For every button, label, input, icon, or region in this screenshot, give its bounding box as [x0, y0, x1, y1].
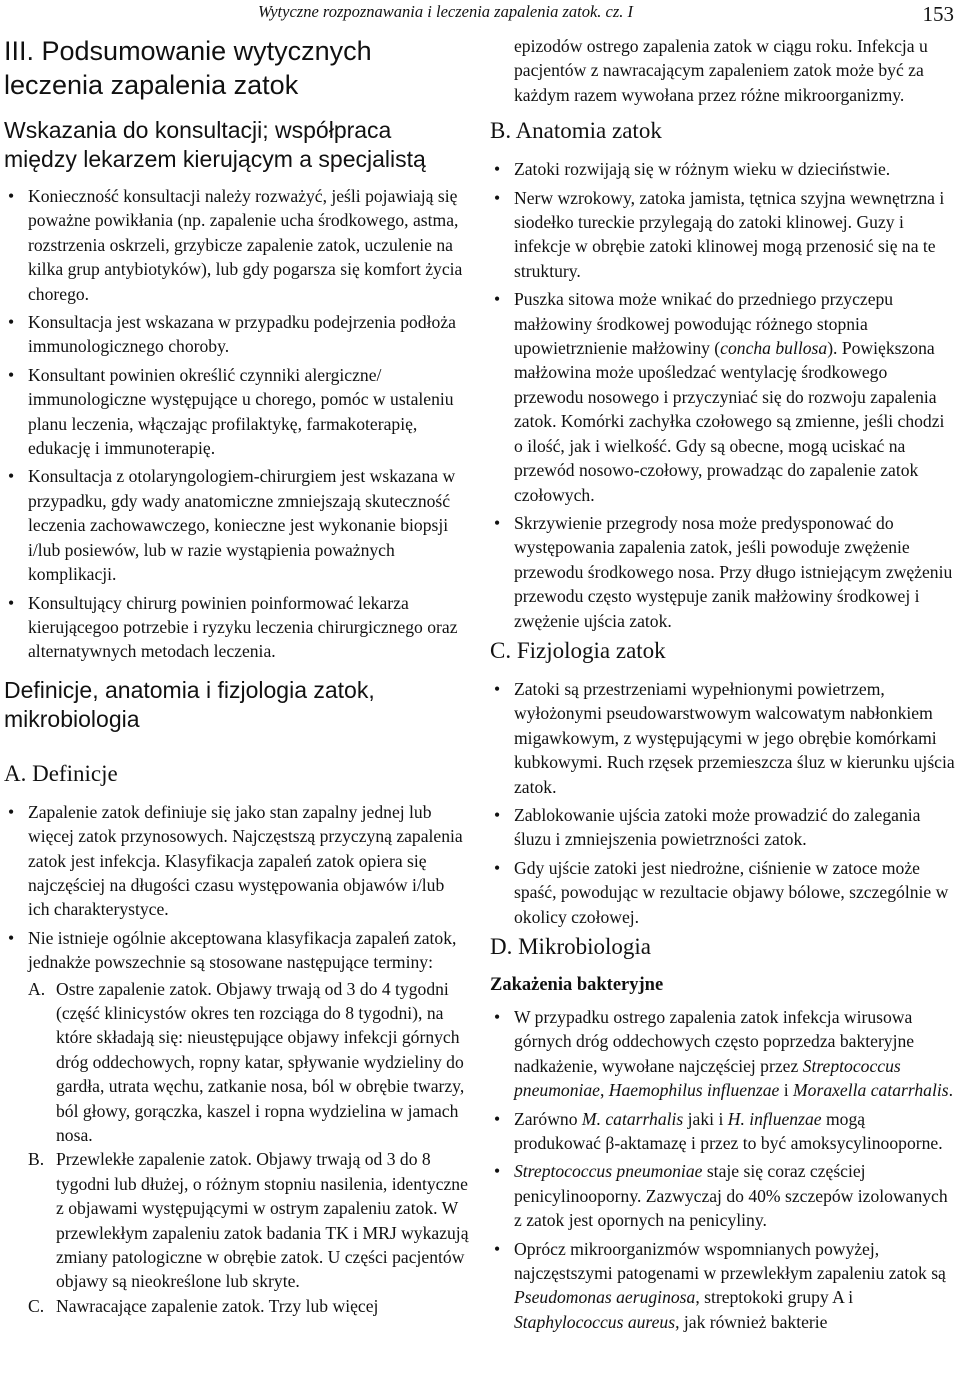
list-item: • Zablokowanie ujścia zatoki może prowadzić do zalegania śluzu i zmniejszenia powietrzności zatok.: [490, 803, 956, 852]
species-name: H. influenzae: [727, 1108, 822, 1129]
text-run: staje się coraz częściej penicylinooporny. Zazwyczaj do 40% szczepów izolowanych z zatok jest opornych na penicyliny.: [514, 1161, 948, 1231]
list-item: • Konsultant powinien określić czynniki alergiczne/ immunologiczne występujące u chorego, pomóc w ustaleniu planu leczenia, włączając profilaktykę, farmakoterapię, edukację i immunoterapię.: [4, 363, 470, 461]
list-item: • Konsultacja jest wskazana w przypadku podejrzenia podłoża immunologicznego choroby.: [4, 310, 470, 359]
term-text: Ostre zapalenie zatok. Objawy trwają od 3 do 4 tygodni (część klinicystów okres ten rozciąga do 8 tygodni), na które składają się: nieustępujące objawy infekcji górnych dróg oddechowych, ropny katar, spływanie wydzieliny do gardła, utrata węchu, zatkanie nosa, ból w obrębie twarzy, ból głowy, gorączka, kaszel i ropna wydzielina w jamach nosa.: [56, 978, 465, 1145]
list-item: [4, 926, 470, 1319]
term-text: Nawracające zapalenie zatok. Trzy lub więcej: [56, 1295, 379, 1316]
list-item: [490, 1107, 956, 1156]
list-item-text: Nie istnieje ogólnie akceptowana klasyfikacja zapaleń zatok, jednakże powszechnie są stosowane następujące terminy:: [28, 927, 457, 973]
list-item: • Zatoki są przestrzeniami wypełnionymi powietrzem, wyłożonymi pseudowarstwowym walcowatym nabłonkiem migawkowym, z występującymi w jego obrębie komórkami kubkowymi. Ruch rzęsek przemieszcza śluz w kierunku ujścia zatok.: [490, 677, 956, 799]
term-letter: B.: [28, 1149, 45, 1170]
section-d-heading: D. Mikrobiologia: [490, 934, 651, 959]
term-text: Przewlekłe zapalenie zatok. Objawy trwają od 3 do 8 tygodni lub dłużej, o różnym stopniu nasilenia, identyczne z objawami występującymi w ostrym zapaleniu zatok. W przewlekłym zapaleniu zatok badania TK i MRJ wykazują zmiany patologiczne w obrębie zatok. U części pacjentów objawy są nieokreślone lub skryte.: [56, 1149, 469, 1292]
list-item: • Zatoki rozwijają się w różnym wieku w dzieciństwie.: [490, 157, 956, 181]
consultation-list: [4, 184, 470, 664]
list-item: • Skrzywienie przegrody nosa może predysponować do występowania zapalenia zatok, jeśli powoduje zwężenie przewodu środkowego nosa. Przy długo istniejącym zwężeniu przewodu często występuje zanik małżowiny środkowej i zwężenie ujścia zatok.: [490, 511, 956, 633]
text-run: Zarówno: [514, 1108, 582, 1129]
physiology-list: [490, 677, 956, 929]
part-title: III. Podsumowanie wytycznych leczenia zapalenia zatok: [4, 36, 372, 100]
list-item: • Konsultujący chirurg powinien poinformować lekarza kierującegoo potrzebie i ryzyku leczenia chirurgicznego oraz alternatywnych metodach leczenia.: [4, 591, 470, 664]
term-letter: A.: [28, 978, 46, 999]
term-letter: C.: [28, 1295, 45, 1316]
definitions-list: [4, 800, 470, 1319]
continuation-paragraph: epizodów ostrego zapalenia zatok w ciągu roku. Infekcja u pacjentów z nawracającym zapaleniem zatok może być za każdym razem wywołana przez różne mikroorganizmy.: [514, 36, 928, 105]
term-item: [28, 977, 470, 1148]
text-run: Oprócz mikroorganizmów wspomnianych powyżej, najczęstszymi patogenami w przewlekłym zapaleniu zatok są: [514, 1238, 946, 1284]
section-a-heading: A. Definicje: [4, 760, 118, 786]
microbiology-list: [490, 1005, 956, 1334]
species-name: Streptococcus pneumoniae: [514, 1161, 703, 1182]
right-column: [490, 34, 956, 1338]
text-run: .: [948, 1080, 954, 1101]
running-header: Wytyczne rozpoznawania i leczenia zapalenia zatok. cz. I: [258, 2, 634, 21]
text-run: ,: [600, 1080, 609, 1101]
text-run: i: [779, 1080, 794, 1101]
species-name: Moraxella catarrhalis: [793, 1080, 949, 1101]
species-name: Pseudomonas aeruginosa: [514, 1287, 696, 1308]
list-item: • Konieczność konsultacji należy rozważyć, jeśli pojawiają się poważne powikłania (np. zapalenie ucha środkowego, astma, rozstrzenia oskrzeli, grzybicze zapalenie zatok, uczulenie na kilka grup antybiotyków), lub gdy pogarsza się komfort życia chorego.: [4, 184, 470, 306]
latin-term: concha bullosa: [720, 338, 828, 359]
text-run: , jak również bakterie: [675, 1311, 828, 1332]
list-item: • Zapalenie zatok definiuje się jako stan zapalny jednej lub więcej zatok przynosowych. Najczęstszą przyczyną zapalenia zatok jest infekcja. Klasyfikacja zapaleń zatok opiera się najczęściej na długości czasu występowania objawów i/lub ich charakterystyce.: [4, 800, 470, 922]
term-item: [28, 1147, 470, 1293]
text-run: jaki i: [683, 1108, 728, 1129]
list-item: [490, 287, 956, 507]
text-run: Puszka sitowa może wnikać do przedniego przyczepu małżowiny środkowej powodując różnego stopnia upowietrznienie małżowiny (: [514, 289, 894, 359]
definitions-heading: Definicje, anatomia i fizjologia zatok, mikrobiologia: [4, 676, 375, 732]
text-run: W przypadku ostrego zapalenia zatok infekcja wirusowa górnych dróg oddechowych często poprzedza bakteryjne nadkażenie, wywołane najczęściej przez: [514, 1007, 915, 1076]
species-name: M. catarrhalis: [581, 1108, 684, 1129]
section-c-heading: C. Fizjologia zatok: [490, 637, 666, 663]
left-column: [4, 34, 470, 1322]
species-name: Staphylococcus aureus: [514, 1311, 676, 1332]
text-run: mogą produkować β-aktamazę i przez to być amoksycylinooporne.: [514, 1108, 943, 1154]
consultation-heading: Wskazania do konsultacji; współpraca między lekarzem kierującym a specjalistą: [4, 117, 426, 172]
section-b-heading: B. Anatomia zatok: [490, 118, 662, 144]
list-item: • Konsultacja z otolaryngologiem-chirurgiem jest wskazana w przypadku, gdy wady anatomiczne zmniejszają skuteczność leczenia zachowawczego, konieczne jest wykonanie biopsji i/lub posiewów, lub w razie wystąpienia poważnych komplikacji.: [4, 464, 470, 586]
anatomy-list: [490, 157, 956, 633]
list-item: [490, 1159, 956, 1232]
terms-list: [28, 977, 470, 1319]
species-name: Streptococcus pneumoniae: [514, 1055, 901, 1101]
page-number: 153: [922, 2, 954, 26]
species-name: Haemophilus influenzae: [608, 1080, 780, 1101]
list-item: • Nerw wzrokowy, zatoka jamista, tętnica szyjna wewnętrzna i siodełko tureckie przylegają do zatoki klinowej. Guzy i infekcje w obrębie zatoki klinowej mogą przenosić się na te struktury.: [490, 186, 956, 284]
bacterial-infections-heading: Zakażenia bakteryjne: [490, 975, 664, 995]
text-run: ). Powiększona małżowina może upośledzać wentylację środkowego przewodu nosowego i przyczyniać się do rozwoju zapalenia zatok. Komórki zachyłka czołowego są zmienne, jeśli chodzi o ilość, jak i wielkość. Gdy są obecne, mogą uciskać na przewód nosowo-czołowy, prowadząc do zapalenie zatok czołowych.: [514, 338, 945, 505]
list-item: [490, 1005, 956, 1103]
list-item: [490, 1237, 956, 1335]
term-item: [28, 1294, 470, 1318]
list-item: • Gdy ujście zatoki jest niedrożne, ciśnienie w zatoce może spaść, powodując w rezultacie objawy bólowe, szczególnie w okolicy czołowej.: [490, 856, 956, 929]
text-run: , streptokoki grupy A i: [695, 1287, 854, 1308]
